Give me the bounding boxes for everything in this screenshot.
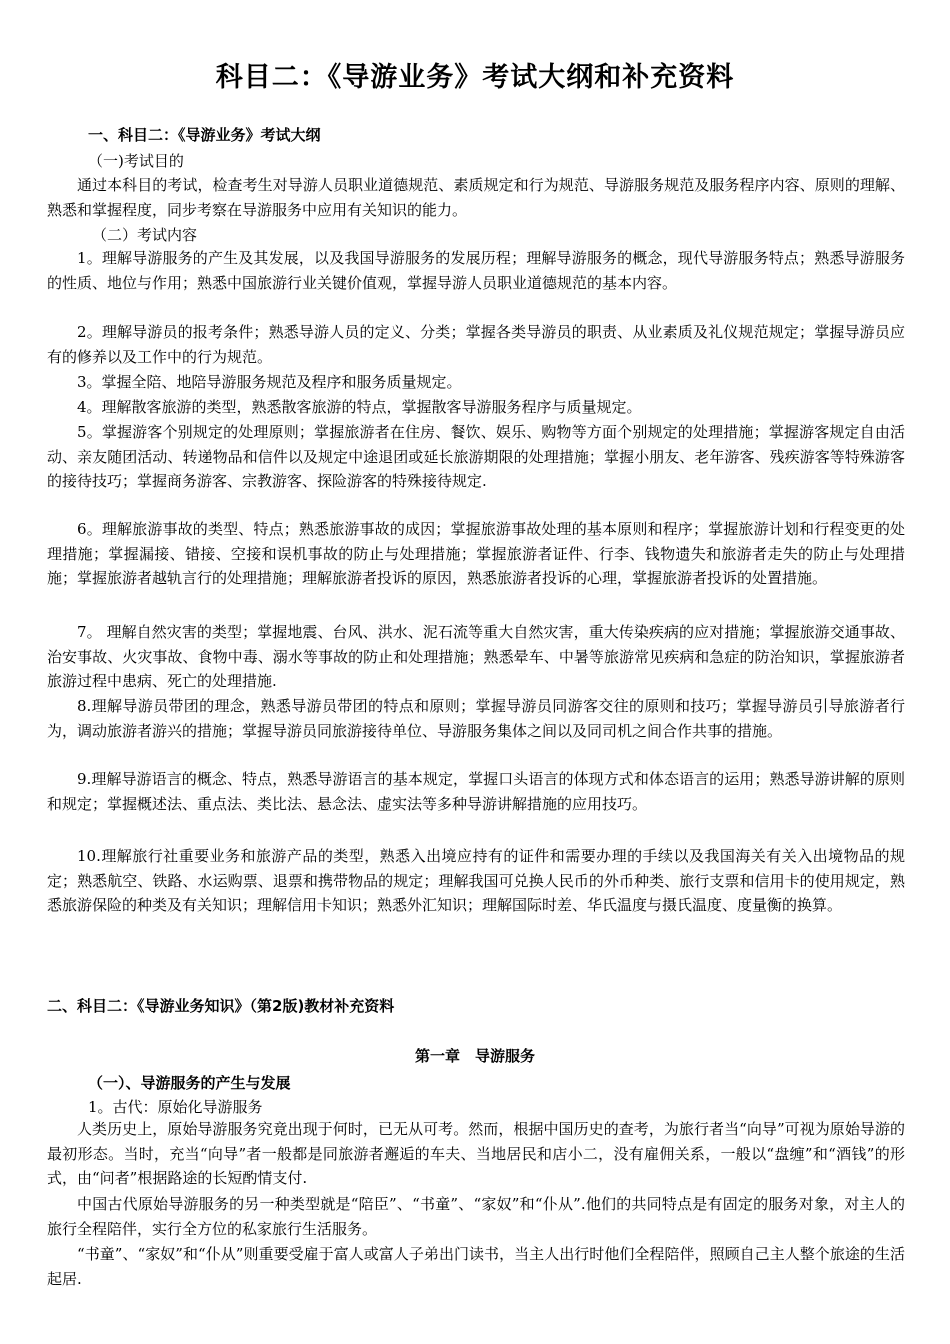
exam-purpose-subheading: （一)考试目的 [88, 152, 184, 170]
chapter-heading: 第一章 导游服务 [414, 1047, 535, 1065]
subsection-heading: （一）、导游服务的产生与发展 [88, 1074, 291, 1092]
content-item-2: 2。理解导游员的报考条件；熟悉导游人员的定义、分类；掌握各类导游员的职责、从业素质及礼仪规范规定；掌握导游员应有的修养以及工作中的行为规范。 [47, 323, 905, 366]
point-heading: 1。古代：原始化导游服务 [88, 1098, 263, 1116]
content-item-3: 3。掌握全陪、地陪导游服务规范及程序和服务质量规定。 [77, 373, 462, 391]
content-item-5: 5。掌握游客个别规定的处理原则；掌握旅游者在住房、餐饮、娱乐、购物等方面个别规定的处理措施；掌握游客规定自由活动、亲友随团活动、转递物品和信件以及规定中途退团或延长旅游期限的处理措施；掌握小朋友、老年游客、残疾游客等特殊游客的接待技巧；掌握商务游客、宗教游客、探险游客的特殊接待规定. [47, 423, 905, 490]
section2-heading: 二、科目二：《导游业务知识》（第2版)教材补充资料 [47, 997, 395, 1015]
content-item-10: 10.理解旅行社重要业务和旅游产品的类型，熟悉入出境应持有的证件和需要办理的手续以及我国海关有关入出境物品的规定；熟悉航空、铁路、水运购票、退票和携带物品的规定；理解我国可兑换人民币的外币种类、旅行支票和信用卡的使用规定，熟悉旅游保险的种类及有关知识；理解信用卡知识；熟悉外汇知识；理解国际时差、华氏温度与摄氏温度、度量衡的换算。 [47, 847, 905, 914]
content-item-9: 9.理解导游语言的概念、特点，熟悉导游语言的基本规定，掌握口头语言的体现方式和体态语言的运用；熟悉导游讲解的原则和规定；掌握概述法、重点法、类比法、悬念法、虚实法等多种导游讲解措施的应用技巧。 [47, 770, 905, 813]
body-paragraph-2: 中国古代原始导游服务的另一种类型就是“陪臣”、“书童”、“家奴”和“仆从”.他们的共同特点是有固定的服务对象，对主人的旅行全程陪伴，实行全方位的私家旅行生活服务。 [47, 1195, 905, 1238]
content-item-8: 8.理解导游员带团的理念，熟悉导游员带团的特点和原则；掌握导游员同游客交往的原则和技巧；掌握导游员引导旅游者行为，调动旅游者游兴的措施；掌握导游员同旅游接待单位、导游服务集体之间以及同司机之间合作共事的措施。 [47, 697, 905, 740]
content-item-6: 6。理解旅游事故的类型、特点；熟悉旅游事故的成因；掌握旅游事故处理的基本原则和程序；掌握旅游计划和行程变更的处理措施；掌握漏接、错接、空接和误机事故的防止与处理措施；掌握旅游者证件、行李、钱物遗失和旅游者走失的防止与处理措施；掌握旅游者越轨言行的处理措施；理解旅游者投诉的原因，熟悉旅游者投诉的心理，掌握旅游者投诉的处置措施。 [47, 520, 905, 587]
content-item-7: 7。 理解自然灾害的类型；掌握地震、台风、洪水、泥石流等重大自然灾害，重大传染疾病的应对措施；掌握旅游交通事故、治安事故、火灾事故、食物中毒、溺水等事故的防止和处理措施；熟悉晕车、中暑等旅游常见疾病和急症的防治知识，掌握旅游者旅游过程中患病、死亡的处理措施. [47, 623, 905, 690]
body-paragraph-1: 人类历史上，原始导游服务究竟出现于何时，已无从可考。然而，根据中国历史的查考，为旅行者当“向导”可视为原始导游的最初形态。当时，充当“向导”者一般都是同旅游者邂逅的车夫、当地居民和店小二，没有雇佣关系，一般以“盘缠”和“酒钱”的形式，由“问者”根据路途的长短酌情支付. [47, 1120, 905, 1187]
section1-heading: 一、科目二：《导游业务》考试大纲 [88, 126, 321, 144]
exam-purpose-paragraph: 通过本科目的考试，检查考生对导游人员职业道德规范、素质规定和行为规范、导游服务规范及服务程序内容、原则的理解、熟悉和掌握程度，同步考察在导游服务中应用有关知识的能力。 [47, 176, 905, 219]
exam-content-subheading: （二）考试内容 [92, 226, 198, 244]
body-paragraph-3: “书童”、“家奴”和“仆从”则重要受雇于富人或富人子弟出门读书，当主人出行时他们全程陪伴，照顾自己主人整个旅途的生活起居. [47, 1245, 905, 1288]
document-title: 科目二：《导游业务》考试大纲和补充资料 [215, 62, 735, 93]
content-item-4: 4。理解散客旅游的类型，熟悉散客旅游的特点，掌握散客导游服务程序与质量规定。 [77, 398, 642, 416]
content-item-1: 1。理解导游服务的产生及其发展，以及我国导游服务的发展历程；理解导游服务的概念，现代导游服务特点；熟悉导游服务的性质、地位与作用；熟悉中国旅游行业关键价值观，掌握导游人员职业道德规范的基本内容。 [47, 249, 905, 292]
